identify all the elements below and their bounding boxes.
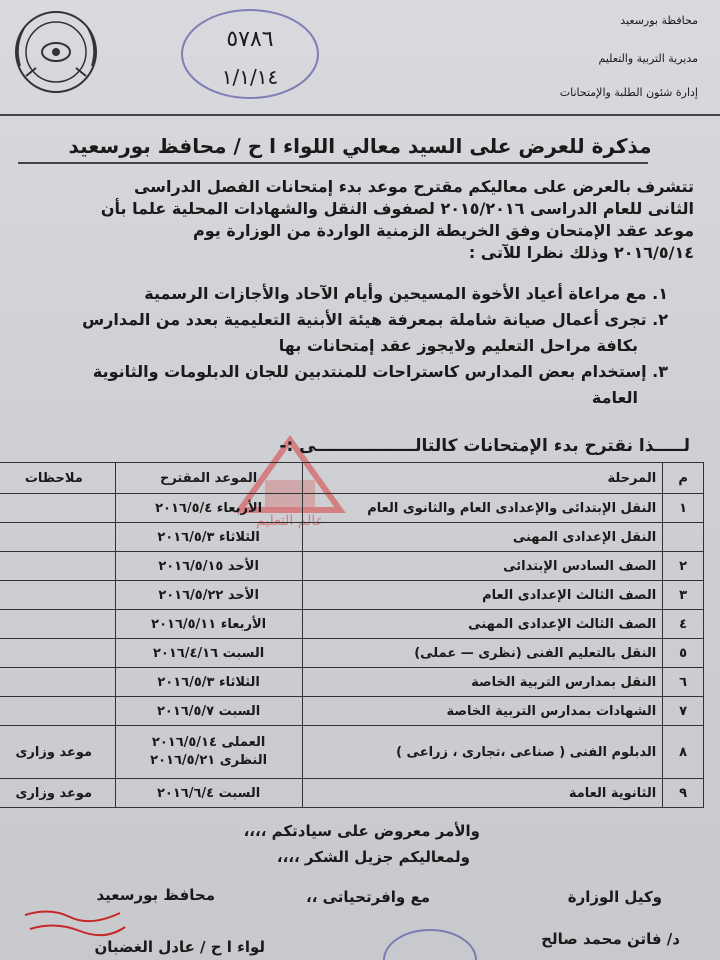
- paragraph-line: الثانى للعام الدراسى ٢٠١٥/٢٠١٦ لصفوف النقل والشهادات المحلية علما بأن: [100, 199, 694, 218]
- governor-name: لواء ا ح / عادل الغضبان: [94, 938, 265, 956]
- header-governorate: محافظة بورسعيد: [620, 14, 698, 27]
- stamp-date: ١/١/١٤: [221, 65, 279, 89]
- row-stage: الدبلوم الفنى ( صناعى ،تجارى ، زراعى ): [302, 726, 663, 779]
- row-date: الأحد ٢٠١٦/٥/٢٢: [115, 581, 302, 610]
- row-date: السبت ٢٠١٦/٦/٤: [115, 779, 302, 808]
- row-num: ٩: [663, 779, 704, 808]
- row-note: [0, 494, 115, 523]
- governor-title: محافظ بورسعيد: [96, 886, 215, 904]
- row-stage: النقل بالتعليم الفنى (نظرى — عملى): [302, 639, 663, 668]
- row-date: الأربعاء ٢٠١٦/٥/٤: [115, 494, 302, 523]
- row-num: ٦: [663, 668, 704, 697]
- table-row: [0, 610, 704, 639]
- memo-paragraph: [54, 176, 694, 264]
- row-date: [115, 726, 302, 779]
- row-stage: النقل بمدارس التربية الخاصة: [302, 668, 663, 697]
- row-stage: الثانوية العامة: [302, 779, 663, 808]
- col-header-date: الموعد المقترح: [115, 463, 302, 494]
- exam-schedule-table: [0, 462, 704, 808]
- row-num: ٣: [663, 581, 704, 610]
- paragraph-line: موعد عقد الإمتحان وفق الخريطة الزمنية الواردة من الوزارة يوم: [192, 221, 694, 240]
- schedule-intro: لـــــذا نقترح بدء الإمتحانات كالتالـــــــــــــــــى :-: [279, 436, 690, 456]
- reason-item: بكافة مراحل التعليم ولايجوز عقد إمتحانات بها: [278, 336, 638, 355]
- col-header-stage: المرحلة: [302, 463, 663, 494]
- row-note: [0, 639, 115, 668]
- col-header-num: م: [663, 463, 704, 494]
- row-stage: النقل الإبتدائى والإعدادى العام والثانوى العام: [302, 494, 663, 523]
- row-num: ٨: [663, 726, 704, 779]
- incoming-stamp: [175, 4, 325, 104]
- handwritten-signature-icon: [20, 905, 130, 941]
- row-note: [0, 697, 115, 726]
- header-divider: [0, 114, 720, 116]
- memo-title: مذكرة للعرض على السيد معالي اللواء ا ح / محافظ بورسعيد: [68, 134, 652, 158]
- row-date-theoretical: النظرى ٢٠١٦/٥/٢١: [150, 753, 268, 768]
- table-row: [0, 779, 704, 808]
- closing-line: والأمر معروض على سيادتكم ،،،،: [243, 822, 480, 840]
- row-num: ٥: [663, 639, 704, 668]
- table-row: [0, 697, 704, 726]
- reason-item: ١. مع مراعاة أعياد الأخوة المسيحين وأيام الآحاد والأجازات الرسمية: [144, 284, 668, 303]
- regards-text: مع وافرتحياتى ،،: [306, 888, 430, 906]
- table-row: [0, 639, 704, 668]
- row-date: الثلاثاء ٢٠١٦/٥/٣: [115, 668, 302, 697]
- closing-line: ولمعاليكم جزيل الشكر ،،،،: [276, 848, 470, 866]
- row-num: ٢: [663, 552, 704, 581]
- row-stage: الصف السادس الإبتدائى: [302, 552, 663, 581]
- row-date: الأربعاء ٢٠١٦/٥/١١: [115, 610, 302, 639]
- undersecretary-title: وكيل الوزارة: [567, 888, 662, 906]
- undersecretary-name: د/ فاتن محمد صالح: [541, 930, 680, 948]
- row-note: [0, 668, 115, 697]
- row-stage: النقل الإعدادى المهنى: [302, 523, 663, 552]
- title-underline: [18, 162, 648, 164]
- governorate-seal-icon: [6, 6, 106, 98]
- row-date-practical: العملى ٢٠١٦/٥/١٤: [151, 735, 266, 750]
- row-date: الأحد ٢٠١٦/٥/١٥: [115, 552, 302, 581]
- table-row: [0, 494, 704, 523]
- row-num: [663, 523, 704, 552]
- reason-item: ٣. إستخدام بعض المدارس كاستراحات للمنتدبين للجان الدبلومات والثانوية: [92, 362, 668, 381]
- row-note: [0, 610, 115, 639]
- table-row: [0, 523, 704, 552]
- table-row: [0, 726, 704, 779]
- table-row: [0, 552, 704, 581]
- paragraph-line: ٢٠١٦/٥/١٤ وذلك نظرا للآتى :: [468, 243, 694, 262]
- stamp-number: ٥٧٨٦: [226, 27, 274, 52]
- row-stage: الصف الثالث الإعدادى المهنى: [302, 610, 663, 639]
- paragraph-line: تتشرف بالعرض على معاليكم مقترح موعد بدء إمتحانات الفصل الدراسى: [134, 177, 694, 196]
- header-directorate: مديرية التربية والتعليم: [598, 52, 698, 65]
- row-stage: الصف الثالث الإعدادى العام: [302, 581, 663, 610]
- col-header-notes: ملاحظات: [0, 463, 115, 494]
- row-note: [0, 523, 115, 552]
- reason-item: ٢. تجرى أعمال صيانة شاملة بمعرفة هيئة الأبنية التعليمية بعدد من المدارس: [82, 310, 668, 329]
- watermark-text: عالم التعليم: [256, 513, 324, 529]
- row-note: موعد وزارى: [0, 779, 115, 808]
- row-date: السبت ٢٠١٦/٤/١٦: [115, 639, 302, 668]
- row-stage: الشهادات بمدارس التربية الخاصة: [302, 697, 663, 726]
- row-num: ١: [663, 494, 704, 523]
- approval-stamp: [380, 920, 480, 960]
- row-num: ٧: [663, 697, 704, 726]
- row-date: السبت ٢٠١٦/٥/٧: [115, 697, 302, 726]
- row-note: [0, 552, 115, 581]
- table-row: [0, 668, 704, 697]
- reason-item: العامة: [591, 388, 638, 407]
- row-note: [0, 581, 115, 610]
- table-header-row: [0, 463, 704, 494]
- closing-block: [244, 818, 480, 870]
- row-date: الثلاثاء ٢٠١٦/٥/٣: [115, 523, 302, 552]
- reasons-list: [8, 282, 698, 412]
- row-note: موعد وزارى: [0, 726, 115, 779]
- table-row: [0, 581, 704, 610]
- header-department: إدارة شئون الطلبة والإمتحانات: [559, 86, 698, 99]
- row-num: ٤: [663, 610, 704, 639]
